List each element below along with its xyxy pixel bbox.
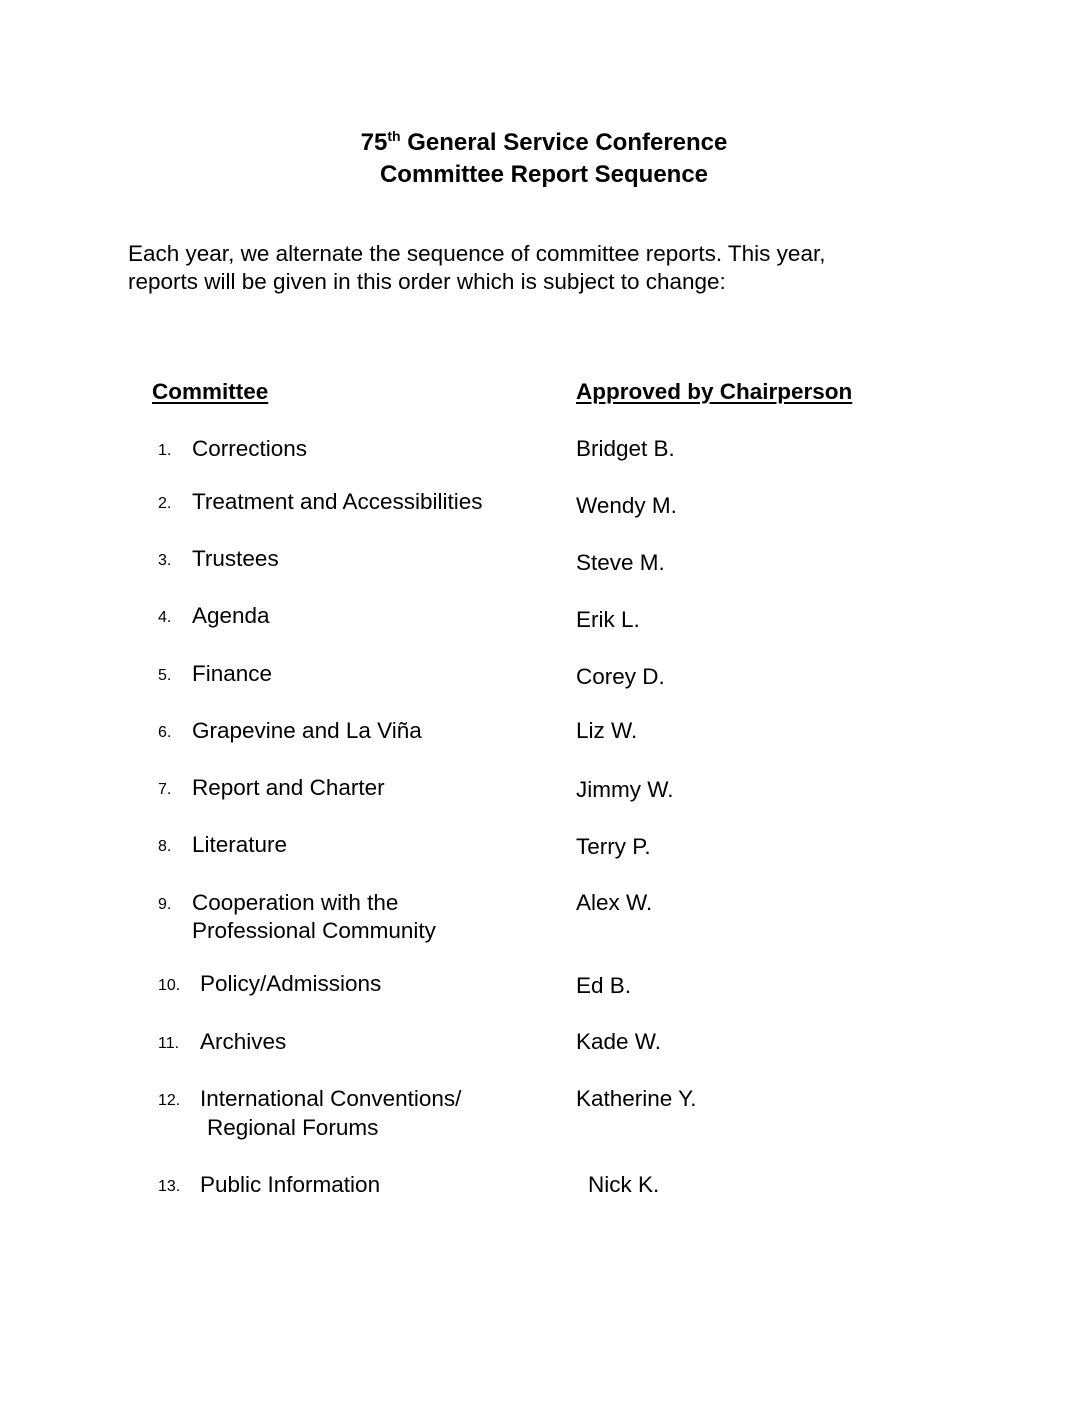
committee-name: Trustees (192, 546, 279, 571)
chairperson-name: Ed B. (576, 973, 632, 998)
row-number: 6. (158, 724, 172, 741)
chairperson-name: Wendy M. (576, 493, 677, 518)
committee-name: Corrections (192, 436, 308, 461)
chairperson-name: Kade W. (576, 1029, 662, 1054)
chairperson-name: Corey D. (576, 664, 665, 689)
row-number: 10. (158, 977, 181, 994)
committee-name: Public Information (200, 1172, 381, 1197)
committee-name: Report and Charter (192, 775, 385, 800)
chairperson-name: Liz W. (576, 718, 638, 743)
committee-name (192, 889, 436, 945)
page-subtitle: Committee Report Sequence (379, 161, 709, 188)
committee-name: Treatment and Accessibilities (192, 489, 483, 514)
row-number: 8. (158, 838, 172, 855)
row-number: 1. (158, 442, 172, 459)
chairperson-name: Nick K. (588, 1172, 660, 1197)
row-number: 2. (158, 495, 172, 512)
committee-name-line-2: Regional Forums (207, 1115, 379, 1140)
committee-name: Agenda (192, 603, 270, 628)
chairperson-name: Katherine Y. (576, 1086, 697, 1111)
committee-name-line-1: International Conventions/ (200, 1086, 462, 1111)
row-number: 9. (158, 896, 172, 913)
row-number: 4. (158, 609, 172, 626)
title-number: 75 (360, 129, 388, 156)
chairperson-name: Bridget B. (576, 436, 675, 461)
chairperson-name: Alex W. (576, 890, 653, 915)
committee-name: Policy/Admissions (200, 971, 382, 996)
row-number: 5. (158, 667, 172, 684)
chairperson-name: Erik L. (576, 607, 640, 632)
committee-name: Archives (200, 1029, 287, 1054)
chairperson-name: Terry P. (576, 834, 651, 859)
committee-name-line-1: Cooperation with the (192, 890, 399, 915)
committee-name (200, 1085, 461, 1142)
committee-column-header: Committee (152, 379, 269, 404)
page-title (0, 128, 1088, 158)
committee-name: Literature (192, 832, 288, 857)
title-text: General Service Conference (400, 129, 728, 156)
chairperson-name: Steve M. (576, 550, 665, 575)
row-number: 3. (158, 552, 172, 569)
row-number: 7. (158, 781, 172, 798)
committee-name: Grapevine and La Viña (192, 718, 422, 743)
chairperson-column-header: Approved by Chairperson (576, 379, 853, 404)
intro-line-1: Each year, we alternate the sequence of committee reports. This year, (128, 241, 826, 266)
committee-name: Finance (192, 661, 273, 686)
chairperson-name: Jimmy W. (576, 777, 674, 802)
row-number: 13. (158, 1178, 181, 1195)
title-ordinal-suffix: th (387, 128, 401, 144)
intro-line-2: reports will be given in this order which is subject to change: (128, 269, 726, 294)
row-number: 11. (158, 1035, 180, 1052)
committee-name-line-2: Professional Community (192, 918, 436, 943)
row-number: 12. (158, 1092, 181, 1109)
